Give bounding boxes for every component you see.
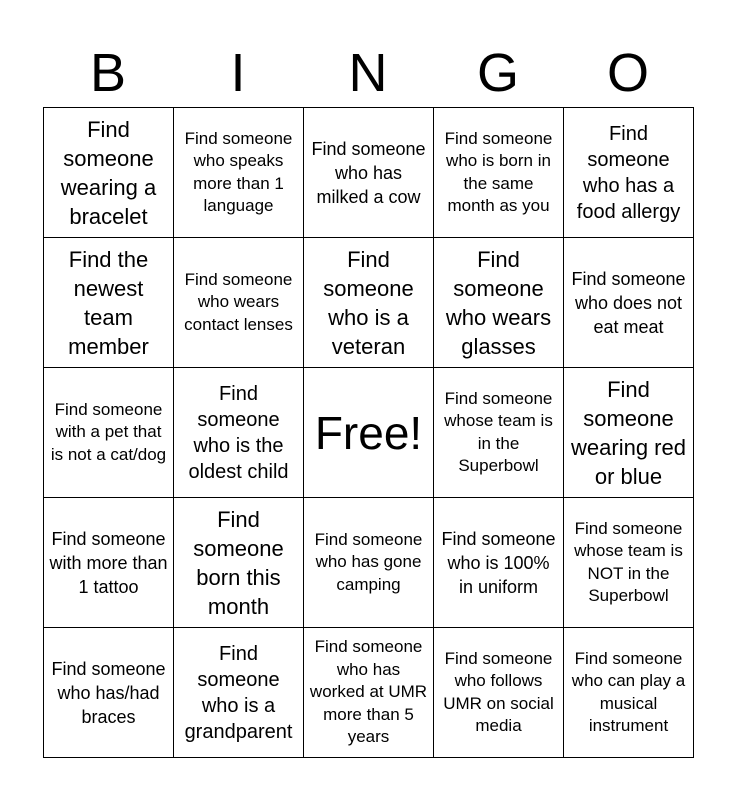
cell-text: Find someone who has a food allergy (576, 122, 681, 223)
cell-text: Find someone who follows UMR on social media (443, 648, 554, 735)
cell-text: Find someone who does not eat meat (571, 268, 686, 337)
free-space (304, 368, 434, 498)
cell-text: Find someone who is born in the same month as you (444, 128, 553, 215)
bingo-cell (44, 628, 174, 758)
bingo-cell (564, 238, 694, 368)
bingo-cell (304, 108, 434, 238)
cell-text: Find someone who has milked a cow (311, 138, 426, 207)
bingo-cell (434, 238, 564, 368)
bingo-cell (304, 628, 434, 758)
cell-text: Find someone who has worked at UMR more than 5 years (309, 637, 428, 747)
bingo-cell (564, 368, 694, 498)
bingo-board (43, 107, 694, 758)
cell-text: Find someone who has gone camping (314, 529, 423, 594)
cell-text: Find someone who has/had braces (51, 658, 166, 727)
header-letter-b: B (89, 43, 127, 103)
cell-text: Find someone whose team is NOT in the Superbowl (574, 518, 683, 605)
cell-text: Find someone wearing a bracelet (60, 116, 157, 229)
bingo-cell (174, 628, 304, 758)
bingo-cell (434, 498, 564, 628)
header-letter-g: G (476, 43, 519, 103)
bingo-cell (304, 498, 434, 628)
free-space-text: Free! (314, 406, 423, 459)
cell-text: Find someone who is a grandparent (184, 642, 293, 743)
bingo-cell (174, 368, 304, 498)
bingo-cell (44, 108, 174, 238)
bingo-cell (434, 108, 564, 238)
bingo-cell (304, 238, 434, 368)
cell-text: Find someone who is 100% in uniform (441, 528, 556, 597)
cell-text: Find someone who is the oldest child (188, 382, 289, 483)
cell-text: Find someone who can play a musical instrument (571, 648, 686, 735)
cell-text: Find someone who wears glasses (445, 246, 552, 359)
bingo-cell (174, 238, 304, 368)
cell-text: Find someone whose team is in the Superbowl (444, 388, 553, 475)
bingo-cell (434, 628, 564, 758)
bingo-cell (564, 498, 694, 628)
cell-text: Find someone who speaks more than 1 language (184, 128, 293, 215)
cell-text: Find the newest team member (68, 246, 149, 359)
cell-text: Find someone with more than 1 tattoo (49, 528, 168, 597)
cell-text: Find someone born this month (193, 506, 284, 619)
bingo-cell (174, 498, 304, 628)
bingo-cell (44, 238, 174, 368)
header-letter-n: N (348, 43, 388, 103)
cell-text: Find someone who wears contact lenses (184, 269, 293, 334)
bingo-cell (44, 498, 174, 628)
bingo-cell (44, 368, 174, 498)
bingo-cell (434, 368, 564, 498)
bingo-cell (564, 628, 694, 758)
cell-text: Find someone with a pet that is not a cat/dog (50, 399, 167, 464)
bingo-header (43, 38, 693, 108)
bingo-cell (564, 108, 694, 238)
bingo-cell (174, 108, 304, 238)
header-letter-o: O (606, 43, 649, 103)
cell-text: Find someone wearing red or blue (571, 376, 686, 489)
header-letter-i: I (230, 43, 246, 103)
cell-text: Find someone who is a veteran (323, 246, 414, 359)
